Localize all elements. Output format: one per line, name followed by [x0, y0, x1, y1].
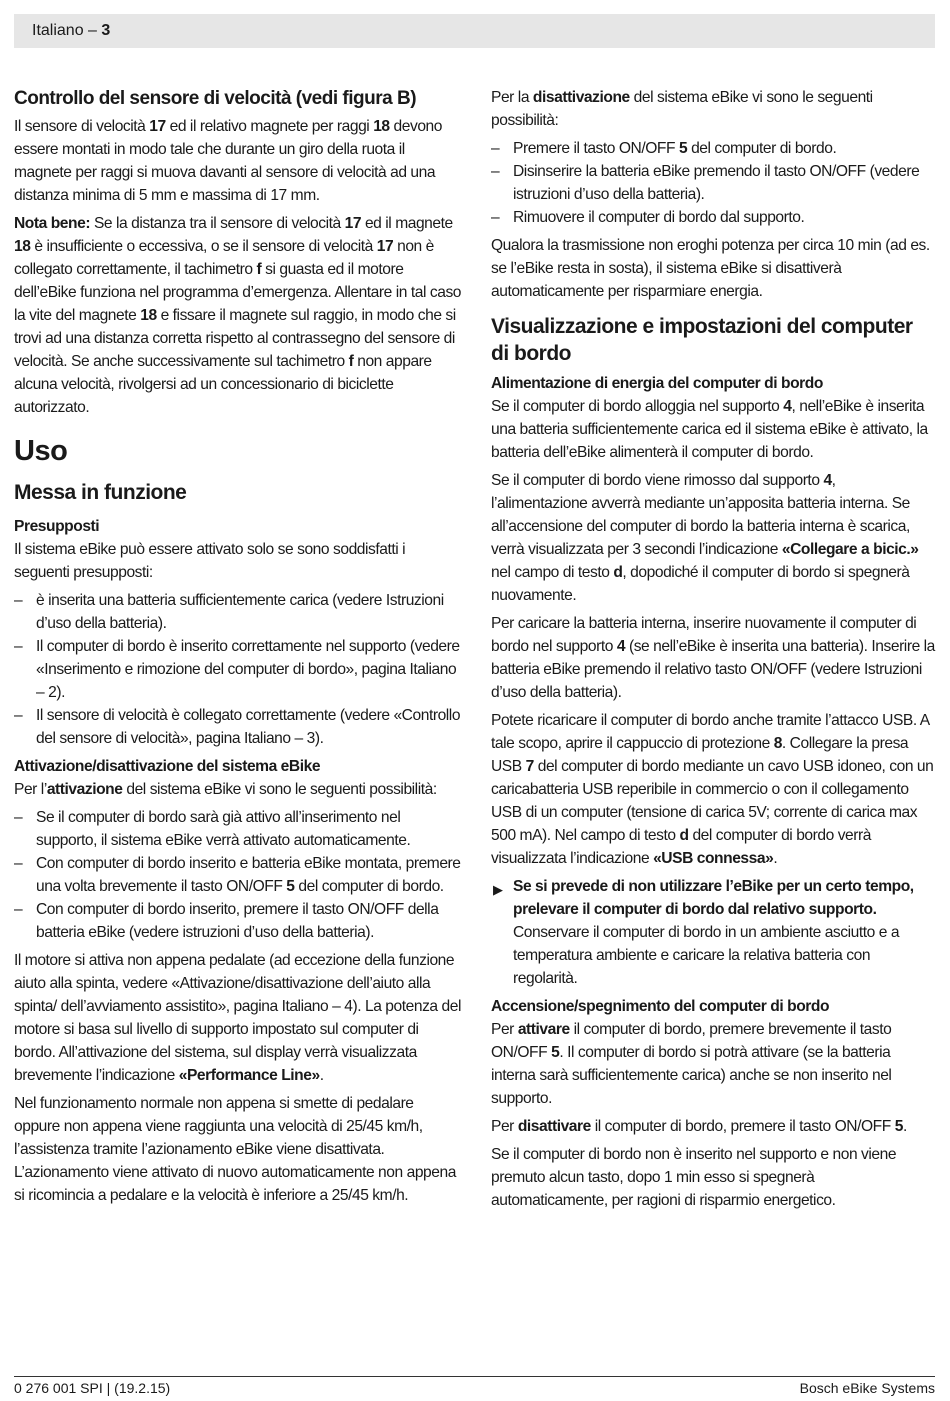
header-language: Italiano: [32, 22, 84, 39]
speed-sensor-paragraph: Il sensore di velocità 17 ed il relativo magnete per raggi 18 devono essere montati in modo tale che durante un giro della ruota il magnete per raggi si muova davanti al sensore di velocità ad una distanza minima di 5 mm e massima di 17 mm.: [14, 118, 442, 204]
list-item: – Il computer di bordo è inserito correttamente nel supporto (vedere «Inserimento e rimozione del computer di bordo», pagina Italiano – 2).: [14, 635, 462, 704]
presupposti-intro: Il sistema eBike può essere attivato solo se sono soddisfatti i seguenti presupposti:: [14, 541, 406, 581]
list-item: – è inserita una batteria sufficientemente carica (vedere Istruzioni d’uso della batteria).: [14, 589, 462, 635]
speed-sensor-title: Controllo del sensore di velocità (vedi figura B): [14, 88, 417, 109]
header-separator: –: [83, 22, 102, 39]
attivazione-intro: Per l’attivazione del sistema eBike vi sono le seguenti possibilità:: [14, 781, 437, 798]
storage-note: ▶ Se si prevede di non utilizzare l’eBike per un certo tempo, prelevare il computer di bordo dal relativo supporto. Conservare il computer di bordo in un ambiente asciutto e a temperatura ambiente e caricare la relativa batteria con regolarità.: [493, 878, 914, 987]
triangle-right-icon: ▶: [493, 882, 503, 897]
list-item: – Con computer di bordo inserito, premere il tasto ON/OFF della batteria eBike (vedere istruzioni d’uso della batteria).: [14, 898, 462, 944]
alimentazione-p2: Se il computer di bordo viene rimosso dal supporto 4, l’alimentazione avverrà mediante un’apposita batteria interna. Se all’accensione del computer di bordo la batteria interna è scarica, verrà visualizzata per 3 secondi l’indicazione «Collegare a bicic.» nel campo di testo d, dopodiché il computer di bordo si spegnerà nuovamente.: [491, 472, 919, 604]
funzionamento-paragraph: Nel funzionamento normale non appena si smette di pedalare oppure non appena viene raggiunta una velocità di 25/45 km/h, l’assistenza tramite l’azionamento eBike viene disattivata. L’azionamento viene attivato di nuovo automaticamente non appena si ricomincia a pedalare e la velocità è inferiore a 25/45 km/h.: [14, 1095, 456, 1204]
disattivazione-list: [491, 137, 935, 229]
left-column: [14, 86, 462, 1212]
disattivazione-intro: Per la disattivazione del sistema eBike vi sono le seguenti possibilità:: [491, 89, 873, 129]
list-item: – Il sensore di velocità è collegato correttamente (vedere «Controllo del sensore di velocità», pagina Italiano – 3).: [14, 704, 462, 750]
presupposti-list: [14, 589, 462, 750]
speed-sensor-note: Nota bene: Se la distanza tra il sensore di velocità 17 ed il magnete 18 è insufficiente o eccessiva, o se il sensore di velocità 17 non è collegato correttamente, il tachimetro f si guasta ed il motore dell’eBike funziona nel programma d’emergenza. Allentare in tal caso la vite del magnete 18 e fissare il magnete sul raggio, in modo che si trovi ad una distanza corretta rispetto al contrassegno del sensore di velocità. Se anche successivamente sul tachimetro f non appare alcuna velocità, rivolgersi ad un concessionario di biciclette autorizzato.: [14, 215, 462, 416]
motore-paragraph: Il motore si attiva non appena pedalate (ad eccezione della funzione aiuto alla spinta, vedere «Attivazione/disattivazione dell’aiuto alla spinta/ dell’avviamento assistito», pagina Italiano – 4). La potenza del motore si basa sul livello di supporto impostato sul computer di bordo. All’attivazione del sistema, sul display verrà visualizzata brevemente l’indicazione «Performance Line».: [14, 952, 461, 1084]
right-column: [491, 86, 935, 1217]
list-item: – Premere il tasto ON/OFF 5 del computer di bordo.: [491, 137, 935, 160]
attivazione-heading: Attivazione/disattivazione del sistema eBike: [14, 758, 321, 775]
visualizzazione-heading: Visualizzazione e impostazioni del computer di bordo: [491, 315, 913, 365]
list-item: – Disinserire la batteria eBike premendo il tasto ON/OFF (vedere istruzioni d’uso della batteria).: [491, 160, 935, 206]
list-item: – Con computer di bordo inserito e batteria eBike montata, premere una volta brevemente il tasto ON/OFF 5 del computer di bordo.: [14, 852, 462, 898]
alimentazione-p4: Potete ricaricare il computer di bordo anche tramite l’attacco USB. A tale scopo, aprire il cappuccio di protezione 8. Collegare la presa USB 7 del computer di bordo mediante un cavo USB idoneo, con un caricabatteria USB reperibile in commercio o con il collegamento USB di un computer (tensione di carica 5V; corrente di carica max 500 mA). Nel campo di testo d del computer di bordo verrà visualizzata l’indicazione «USB connessa».: [491, 712, 934, 867]
accensione-p2: Per disattivare il computer di bordo, premere il tasto ON/OFF 5.: [491, 1118, 907, 1135]
alimentazione-heading: Alimentazione di energia del computer di bordo: [491, 375, 823, 392]
footer-brand: Bosch eBike Systems: [799, 1380, 935, 1396]
page-header: [14, 14, 935, 48]
accensione-p3: Se il computer di bordo non è inserito nel supporto e non viene premuto alcun tasto, dopo 1 min esso si spegnerà automaticamente, per ragioni di risparmio energetico.: [491, 1146, 897, 1209]
list-item: – Rimuovere il computer di bordo dal supporto.: [491, 206, 935, 229]
messa-in-funzione-heading: Messa in funzione: [14, 481, 187, 504]
auto-off-paragraph: Qualora la trasmissione non eroghi potenza per circa 10 min (ad es. se l’eBike resta in sosta), il sistema eBike si disattiverà automaticamente per risparmiare energia.: [491, 237, 930, 300]
presupposti-heading: Presupposti: [14, 518, 100, 535]
footer-divider: [14, 1376, 935, 1377]
uso-heading: Uso: [14, 435, 68, 467]
accensione-heading: Accensione/spegnimento del computer di bordo: [491, 998, 830, 1015]
attivazione-list: [14, 806, 462, 944]
alimentazione-p1: Se il computer di bordo alloggia nel supporto 4, nell’eBike è inserita una batteria sufficientemente carica ed il sistema eBike è attivato, la batteria dell’eBike alimenterà il computer di bordo.: [491, 398, 928, 461]
accensione-p1: Per attivare il computer di bordo, premere brevemente il tasto ON/OFF 5. Il computer di bordo si potrà attivare (se la batteria interna sarà sufficientemente carica) anche se non inserito nel supporto.: [491, 1021, 892, 1107]
alimentazione-p3: Per caricare la batteria interna, inserire nuovamente il computer di bordo nel supporto 4 (se nell’eBike è inserita una batteria). Inserire la batteria eBike premendo il relativo tasto ON/OFF (vedere Istruzioni d’uso della batteria).: [491, 615, 935, 701]
header-page-number: 3: [101, 22, 111, 39]
footer-doc-id: 0 276 001 SPI | (19.2.15): [14, 1380, 171, 1396]
list-item: – Se il computer di bordo sarà già attivo all’inserimento nel supporto, il sistema eBike verrà attivato automaticamente.: [14, 806, 462, 852]
